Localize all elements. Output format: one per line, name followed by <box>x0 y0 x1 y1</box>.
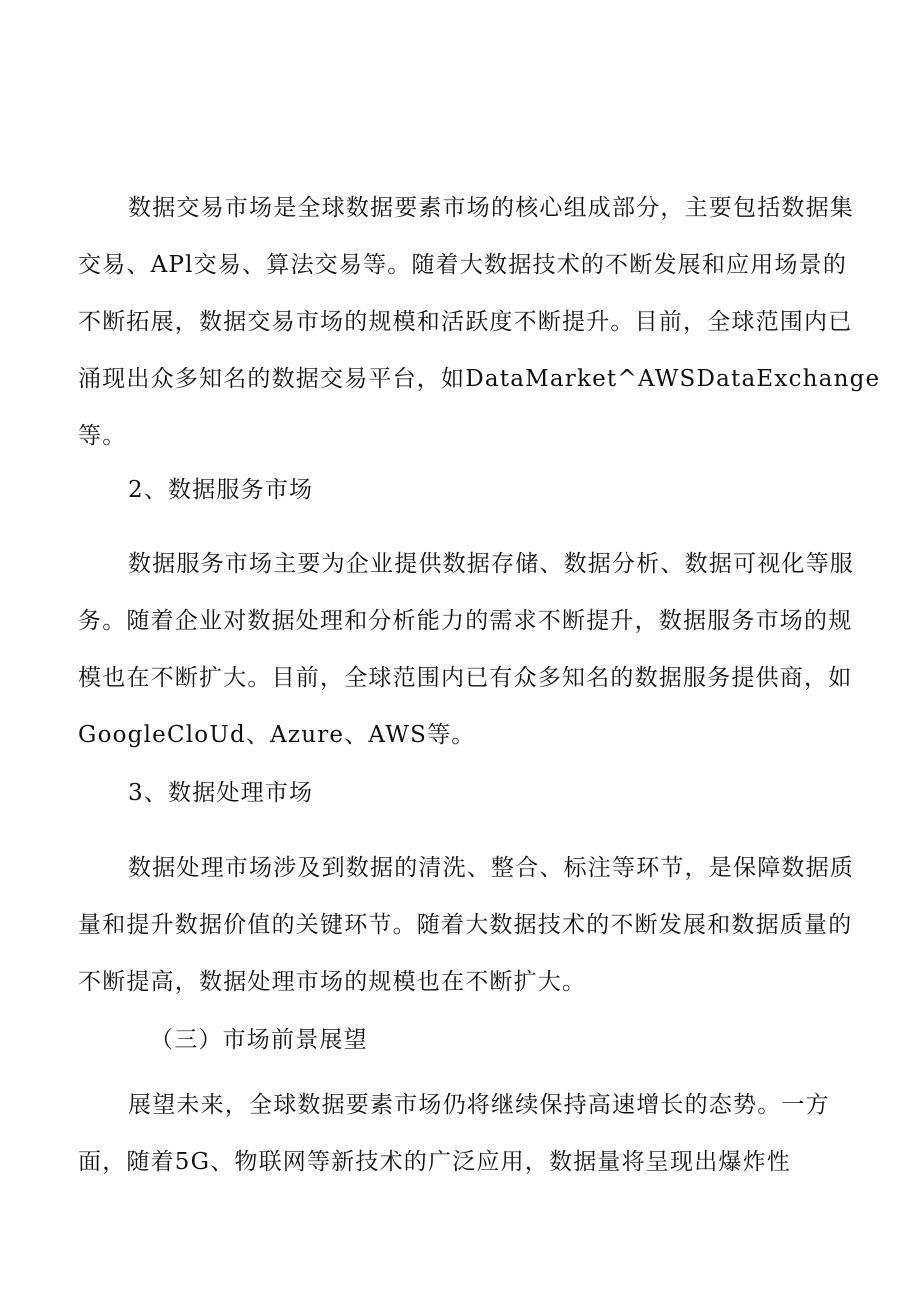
text-line: 不断提高，数据处理市场的规模也在不断扩大。 <box>78 969 587 995</box>
section-heading: 3、数据处理市场 <box>128 780 314 806</box>
paragraph-data-trading-market <box>78 180 881 465</box>
text-line: 模也在不断扩大。目前，全球范围内已有众多知名的数据服务提供商，如 <box>78 665 853 691</box>
text-line: 数据服务市场主要为企业提供数据存储、数据分析、数据可视化等服 <box>128 551 854 577</box>
heading-market-outlook <box>78 1012 828 1069</box>
section-heading: 2、数据服务市场 <box>128 477 314 503</box>
text-line: 数据处理市场涉及到数据的清洗、整合、标注等环节，是保障数据质 <box>128 855 854 881</box>
section-heading: （三）市场前景展望 <box>150 1027 368 1053</box>
paragraph-data-processing-market <box>78 840 854 1011</box>
heading-data-processing-market <box>78 765 828 822</box>
text-line: 展望未来，全球数据要素市场仍将继续保持高速增长的态势。一方 <box>128 1092 830 1118</box>
text-line: 涌现出众多知名的数据交易平台，如DataMarket^AWSDataExchange <box>78 366 881 392</box>
text-line: 量和提升数据价值的关键环节。随着大数据技术的不断发展和数据质量的 <box>78 912 853 938</box>
text-line: GoogleCloUd、Azure、AWS等。 <box>78 722 476 748</box>
paragraph-market-outlook <box>78 1077 828 1191</box>
text-line: 数据交易市场是全球数据要素市场的核心组成部分，主要包括数据集 <box>128 195 854 221</box>
heading-data-service-market <box>78 462 828 519</box>
text-line: 务。随着企业对数据处理和分析能力的需求不断提升，数据服务市场的规 <box>78 608 853 634</box>
text-line: 等。 <box>78 423 127 449</box>
text-line: 交易、APl交易、算法交易等。随着大数据技术的不断发展和应用场景的 <box>78 252 848 278</box>
text-line: 面，随着5G、物联网等新技术的广泛应用，数据量将呈现出爆炸性 <box>78 1149 792 1175</box>
text-line: 不断拓展，数据交易市场的规模和活跃度不断提升。目前，全球范围内已 <box>78 309 853 335</box>
paragraph-data-service-market <box>78 536 854 764</box>
